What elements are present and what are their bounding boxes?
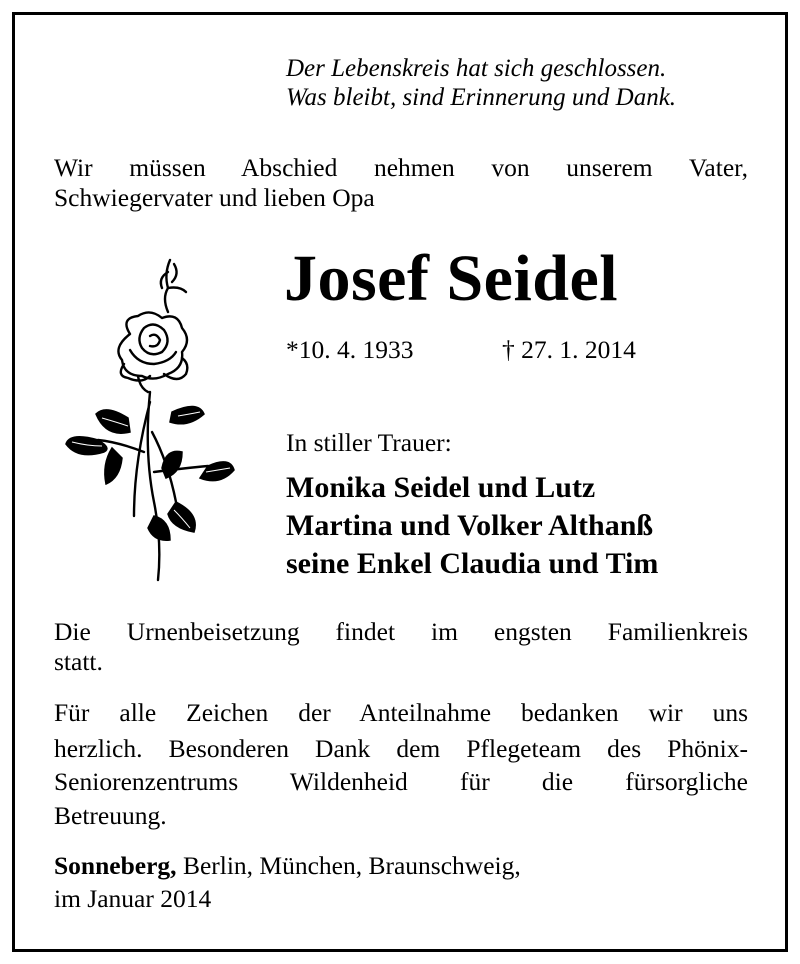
closing-date: im Januar 2014 xyxy=(54,884,212,913)
burial-line-1: Die Urnenbeisetzung findet im engsten Familienkreis xyxy=(54,617,748,646)
thanks-line-4: Betreuung. xyxy=(54,801,167,830)
motto-line-2: Was bleibt, sind Erinnerung und Dank. xyxy=(286,84,677,111)
burial-line-2: statt. xyxy=(54,647,103,676)
closing-places-rest: Berlin, München, Braunschweig, xyxy=(176,851,521,880)
death-date: † 27. 1. 2014 xyxy=(502,335,636,364)
intro-line-1: Wir müssen Abschied nehmen von unserem Vater, xyxy=(54,153,748,182)
thanks-line-1: Für alle Zeichen der Anteilnahme bedanken wir uns xyxy=(54,698,748,727)
birth-date: *10. 4. 1933 xyxy=(286,335,414,364)
rose-illustration xyxy=(58,252,238,584)
thanks-line-2: herzlich. Besonderen Dank dem Pflegeteam des Phönix- xyxy=(54,734,748,763)
mourner-line-2: Martina und Volker Althanß xyxy=(286,509,654,542)
mourner-line-1: Monika Seidel und Lutz xyxy=(286,471,596,504)
mourner-line-3: seine Enkel Claudia und Tim xyxy=(286,547,659,580)
deceased-name: Josef Seidel xyxy=(284,242,619,315)
closing-places xyxy=(54,851,521,881)
motto-line-1: Der Lebenskreis hat sich geschlossen. xyxy=(286,55,667,82)
intro-line-2: Schwiegervater und lieben Opa xyxy=(54,183,375,212)
mourning-label: In stiller Trauer: xyxy=(286,428,452,457)
closing-place-bold: Sonneberg, xyxy=(54,851,177,880)
thanks-line-3: Seniorenzentrums Wildenheid für die fürsorgliche xyxy=(54,767,748,796)
